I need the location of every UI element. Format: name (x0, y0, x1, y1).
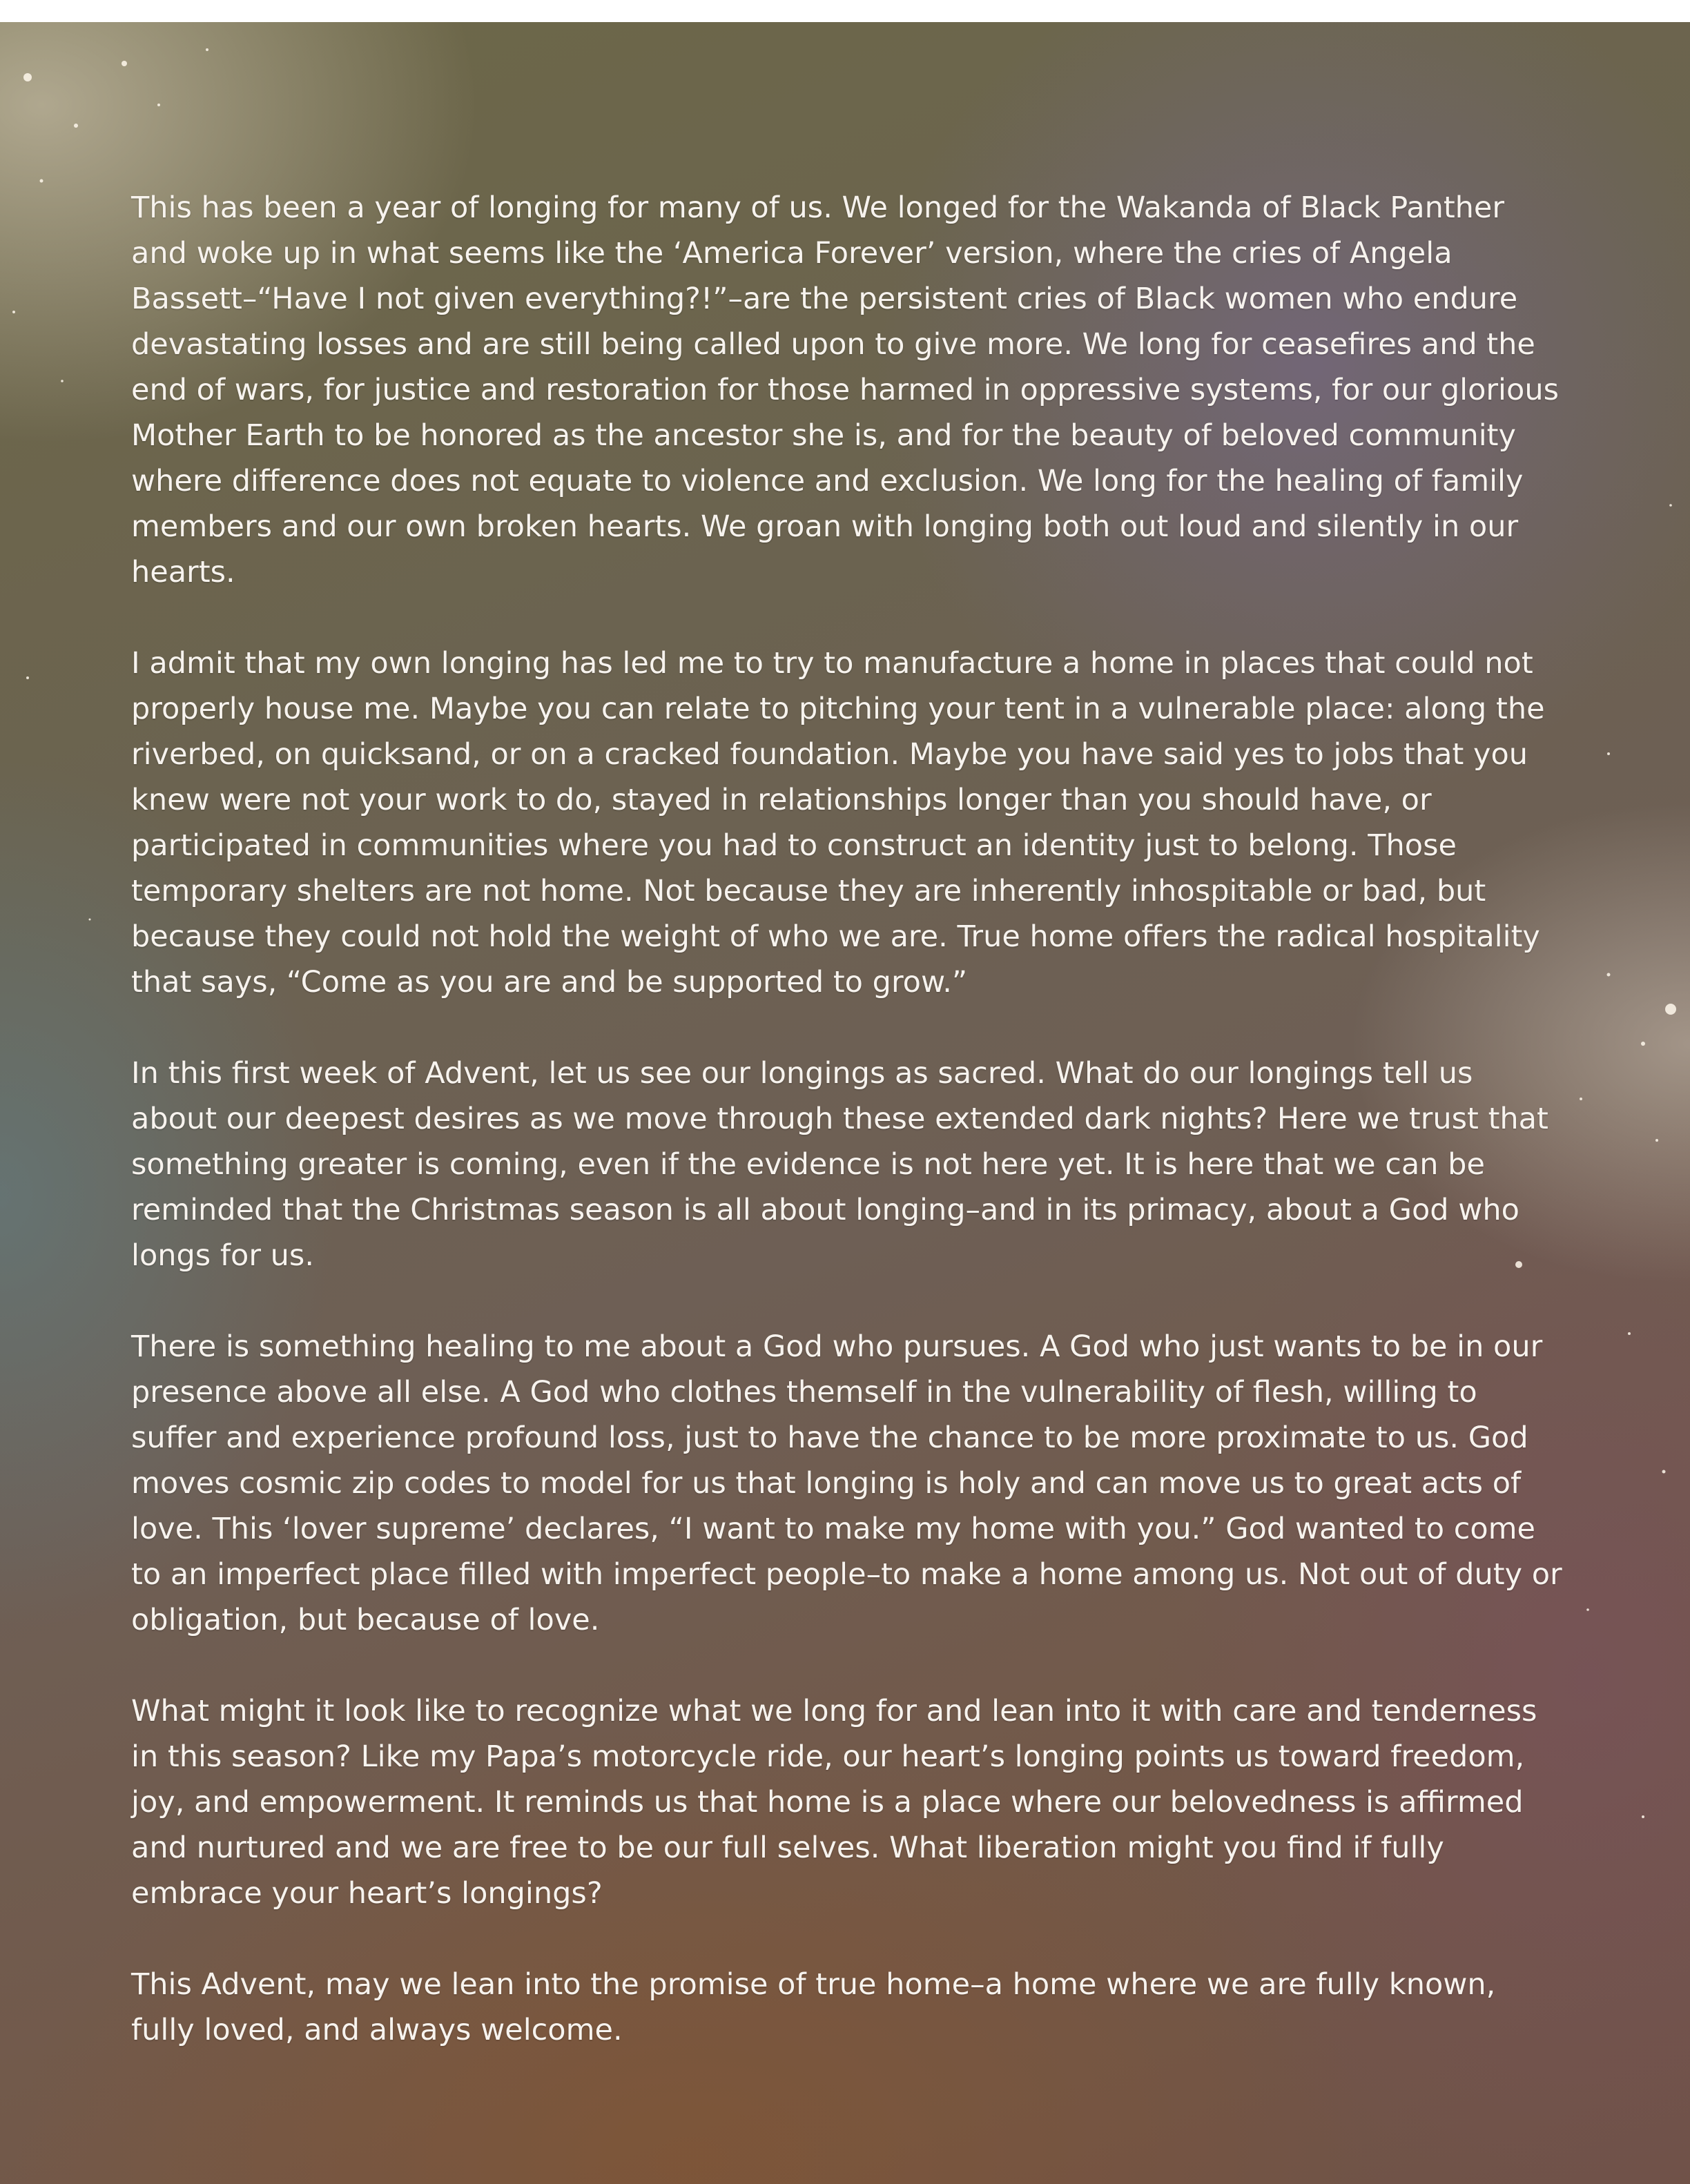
paragraph-4: There is something healing to me about a God who pursues. A God who just wants to be in our presence above all else. A God who clothes themself in the vulnerability of flesh, willing to suffer and experience profound loss, just to have the chance to be more proximate to us. God moves cosmic zip codes to model for us that longing is holy and can move us to great acts of love. This ‘lover supreme’ declares, “I want to make my home with you.” God wanted to come to an imperfect place filled with imperfect people–to make a home among us. Not out of duty or obligation, but because of love. (131, 1329, 1562, 1637)
paragraph-2: I admit that my own longing has led me to try to manufacture a home in places that could not properly house me. Maybe you can relate to pitching your tent in a vulnerable place: along the riverbed, on quicksand, or on a cracked foundation. Maybe you have said yes to jobs that you knew were not your work to do, stayed in relationships longer than you should have, or participated in communities where you had to construct an identity just to belong. Those temporary shelters are not home. Not because they are inherently inhospitable or bad, but because they could not hold the weight of who we are. True home offers the radical hospitality that says, “Come as you are and be supported to grow.” (131, 646, 1545, 1000)
paragraph-3: In this first week of Advent, let us see our longings as sacred. What do our longings tell us about our deepest desires as we move through these extended dark nights? Here we trust that something greater is coming, even if the evidence is not here yet. It is here that we can be reminded that the Christmas season is all about longing–and in its primacy, about a God who longs for us. (131, 1056, 1548, 1273)
paragraph-5: What might it look like to recognize what we long for and lean into it with care and tenderness in this season? Like my Papa’s motorcycle ride, our heart’s longing points us toward freedom, joy, and empowerment. It reminds us that home is a place where our belovedness is affirmed and nurtured and we are free to be our full selves. What liberation might you find if fully embrace your heart’s longings? (131, 1694, 1537, 1911)
devotional-text (131, 185, 1567, 2098)
paragraph-6: This Advent, may we lean into the promise of true home–a home where we are fully known, fully loved, and always welcome. (131, 1967, 1496, 2047)
page-background (0, 22, 1690, 2184)
paragraph-1: This has been a year of longing for many of us. We longed for the Wakanda of Black Panther and woke up in what seems like the ‘America Forever’ version, where the cries of Angela Bassett–“Have I not given everything?!”–are the persistent cries of Black women who endure devastating losses and are still being called upon to give more. We long for ceasefires and the end of wars, for justice and restoration for those harmed in oppressive systems, for our glorious Mother Earth to be honored as the ancestor she is, and for the beauty of beloved community where difference does not equate to violence and exclusion. We long for the healing of family members and our own broken hearts. We groan with longing both out loud and silently in our hearts. (131, 191, 1559, 589)
